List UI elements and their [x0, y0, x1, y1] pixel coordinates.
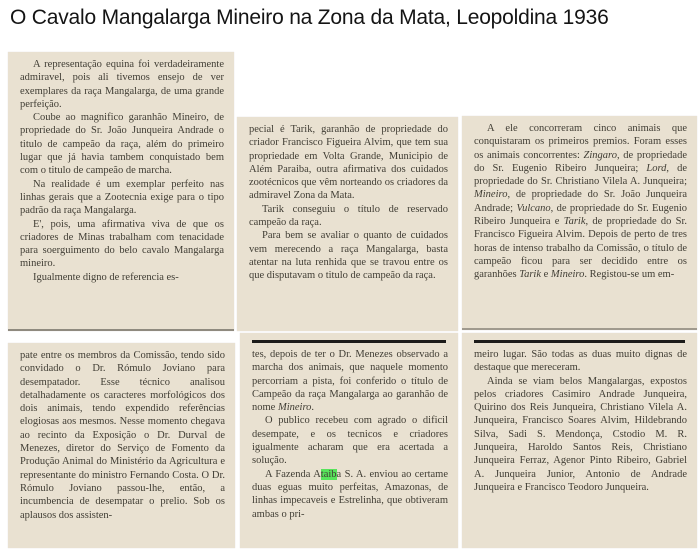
text-segment: . [311, 402, 315, 414]
highlighted-text: taib [320, 468, 337, 480]
text-segment: Igualmente digno de referencia es- [33, 271, 179, 283]
italic-text-segment: Mineiro [277, 402, 312, 414]
italic-text-segment: Vulcano [516, 202, 551, 214]
text-segment: a S. A. enviou ao certame duas eguas muito perfeitas, Amazonas, de linhas impecaveis e Estrelinha, que obtiveram ambas o pri- [252, 468, 448, 520]
paragraph [20, 218, 224, 271]
paragraph [20, 271, 224, 284]
text-segment: pate entre os membros da Comissão, tendo sido convidado o Dr. Rómulo Joviano para desempatador. Esse técnico analisou detalhadamente os caracteres morfológicos dos dois animais, tendo expendido referências elogiosas aos mesmos. Nesse momento chegava ao recinto da Exposição o Dr. Durval de Menezes, diretor do Serviço de Fomento da Produção Animal do Ministério da Agricultura e representante do ministro Fernando Costa. O Dr. Rómulo Joviano passou-lhe, então, a incumbencia de desempatar o prelio. Sob os aplausos dos assisten- [20, 350, 225, 521]
paragraph [249, 123, 448, 203]
text-segment: pecial é Tarik, garanhão de propriedade do criador Francisco Figueira Alvim, que tem sua propriedade em Volta Grande, Municipio de Além Paraiba, outra afirmativa dos cuidados zootécnicos que vêm norteando os criadores da admiravel Zona da Mata. [249, 124, 448, 202]
text-segment: e [541, 269, 551, 281]
text-segment: meiro lugar. São todas as duas muito dignas de destaque que mereceram. [474, 349, 687, 374]
clipping-top-right [462, 116, 697, 330]
text-segment: tes, depois de ter o Dr. Menezes observado a marcha dos animais, que naquele momento percorriam a pista, foi conferido o título de Campeão da raça Mangalarga ao garanhão de nome [252, 349, 448, 414]
text-segment: A ele concorreram cinco animais que conquistaram os primeiros premios. Foram esses os animais concorrentes: [474, 123, 687, 161]
column-top-rule [474, 340, 685, 343]
clipping-bottom-right [462, 333, 697, 548]
italic-text-segment: Zingaro [583, 149, 617, 161]
text-segment: Para bem se avaliar o quanto de cuidados vem merecendo a raça Mangalarga, basta atentar na luta renhida que se travou entre os que disputavam o titulo de campeão da raça. [249, 230, 448, 282]
column-top-rule [252, 340, 446, 343]
text-segment: , de propriedade do Sr. Francisco Figueira Alvim. Depois de perto de tres horas de intenso trabalho da Comissão, o título de campeão ficou para ser decidido entre os garanhões [474, 216, 687, 281]
italic-text-segment: Mineiro [474, 189, 508, 201]
italic-text-segment: Mineiro [550, 269, 585, 281]
paragraph [252, 468, 448, 521]
paragraph [474, 122, 687, 282]
text-segment: A representação equina foi verdadeiramente admiravel, pois ali tivemos ensejo de ver exemplares da raça Mangalarga, de uma grande perfeição. [20, 59, 224, 110]
paragraph [249, 203, 448, 230]
paragraph [252, 414, 448, 467]
paragraph [20, 178, 224, 218]
text-segment: Ainda se viam belos Mangalargas, expostos pelos criadores Casimiro Andrade Junqueira, Quirino dos Reis Junqueira, Christiano Vilela A. Junqueira, Francisco Soares Alvim, Hildebrando Silva, Sadi S. Mendonça, Cstodio M. R. Junqueira, Haroldo Santos Reis, Christiano Junqueira Ferraz, Agenor Pinto Ribeiro, Gabriel A. Junqueira Junior, Antonio de Andrade Junqueira e Francisco Teodoro Junqueira. [474, 375, 687, 493]
text-segment: E', pois, uma afirmativa viva de que os criadores de Minas trabalham com tenacidade para soerguimento do belo cavalo Mangalarga mineiro. [20, 218, 224, 270]
paragraph [252, 348, 448, 414]
page-title: O Cavalo Mangalarga Mineiro na Zona da Mata, Leopoldina 1936 [10, 6, 609, 29]
text-segment: , de propriedade do Sr. Eugenio Ribeiro Junqueira; [474, 149, 687, 174]
paragraph [474, 348, 687, 375]
clipping-bottom-left [8, 343, 235, 548]
paragraph [20, 349, 225, 522]
italic-text-segment: Tarik [519, 269, 541, 281]
clipping-top-left [8, 52, 234, 331]
text-segment: , de propriedade do Sr. Christiano Vilela A. Junqueira; [474, 162, 687, 188]
text-segment: O publico recebeu com agrado o dificil desempate, e os tecnicos e criadores igualmente acharam que era acertada a solução. [252, 415, 448, 467]
text-segment: Na realidade é um exemplar perfeito nas linhas gerais que a Zootecnia exige para o tipo padrão da raça Mangalarga. [20, 178, 224, 217]
italic-text-segment: Tarik [563, 216, 586, 228]
text-segment: A Fazenda A [265, 468, 321, 480]
text-segment: , de propriedade do Sr. João Junqueira Andrade; [474, 189, 687, 214]
italic-text-segment: Lord [646, 162, 667, 174]
text-segment: . Registou-se um em- [584, 269, 675, 281]
text-segment: Tarik conseguiu o título de reservado campeão da raça. [249, 203, 448, 229]
paragraph [474, 375, 687, 495]
clipping-bottom-middle [240, 333, 458, 548]
paragraph [20, 111, 224, 177]
clipping-top-middle [237, 117, 458, 331]
paragraph [20, 58, 224, 111]
text-segment: Coube ao magnifico garanhão Mineiro, de propriedade do Sr. João Junqueira Andrade o titulo de campeão da raça, além do primeiro lugar que já havia tambem conquistado bem com o titulo de campeão de marcha. [20, 112, 224, 177]
paragraph [249, 229, 448, 282]
text-segment: , de propriedade do Sr. Eugenio Ribeiro Junqueira e [474, 202, 687, 228]
